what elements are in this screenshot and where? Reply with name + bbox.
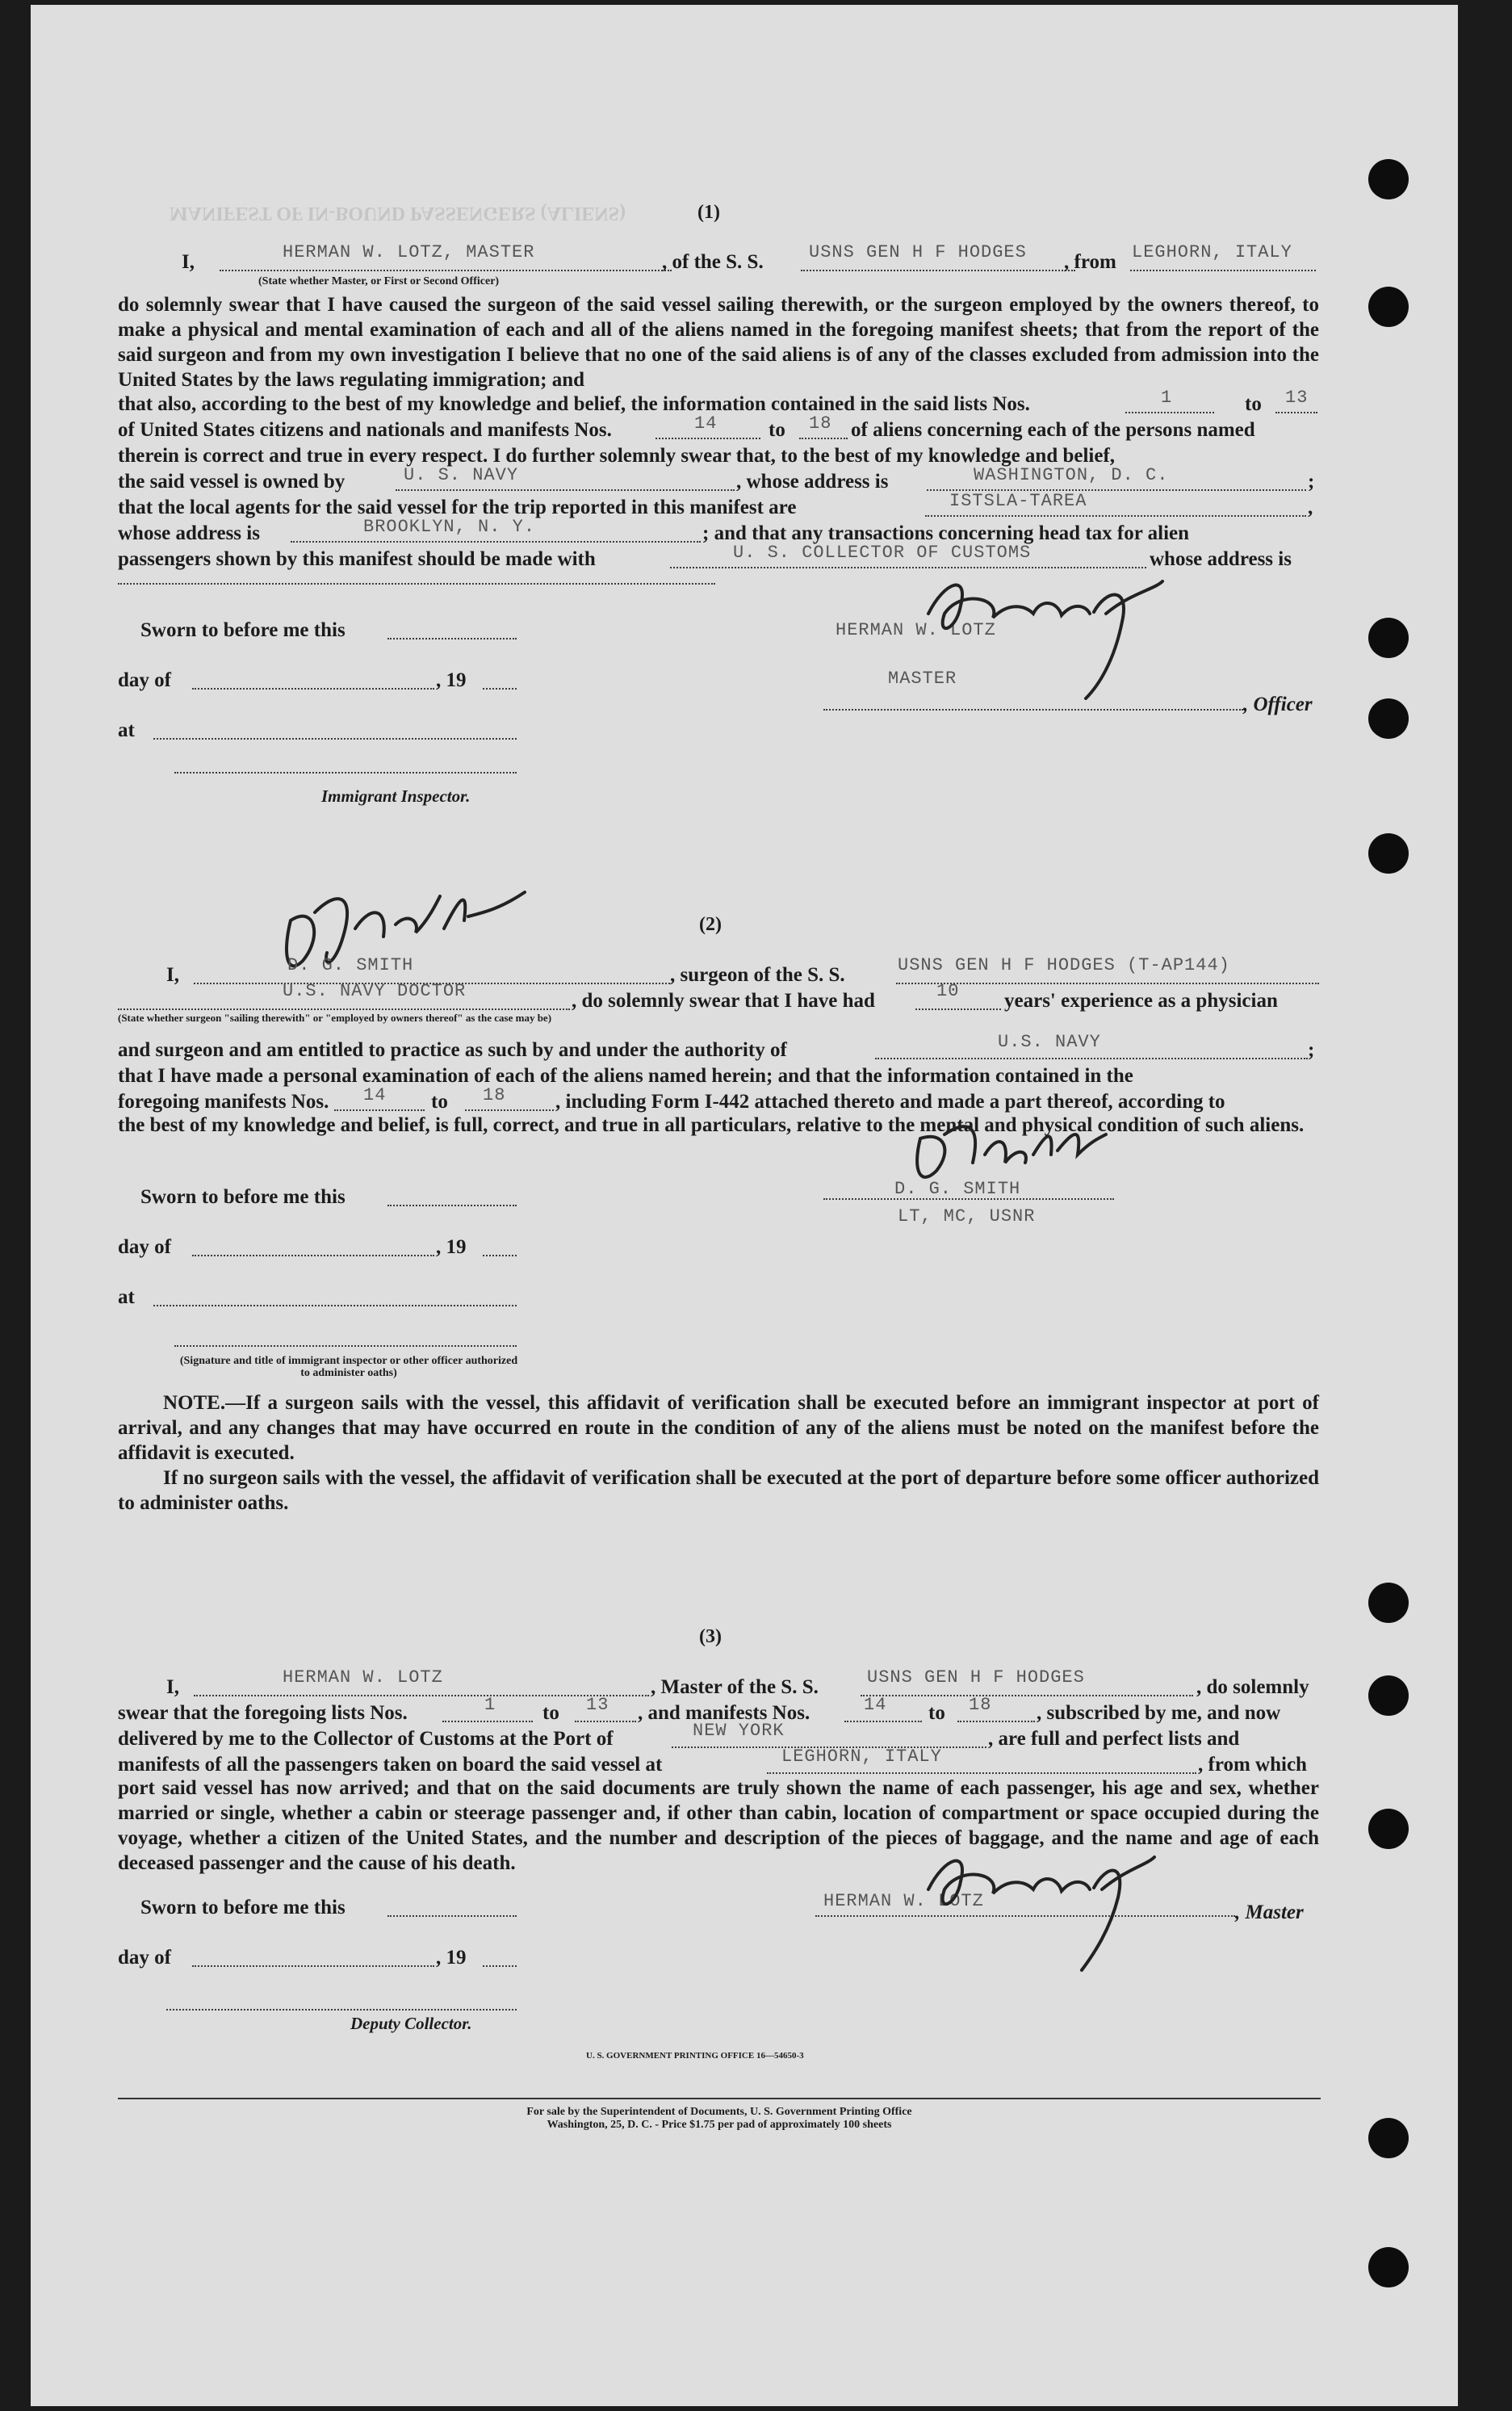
manifests-from-field: 14 xyxy=(363,1085,387,1105)
label-from: , from xyxy=(1064,251,1116,273)
blank-line xyxy=(823,709,1243,711)
text-line: of aliens concerning each of the persons named xyxy=(851,419,1255,441)
text-line: , Master of the S. S. xyxy=(651,1676,819,1698)
lists-from-field: 1 xyxy=(484,1695,496,1715)
oath-paragraph: the best of my knowledge and belief, is full, correct, and true in all particulars, relative to the mental and physical condition of such aliens. xyxy=(118,1114,1305,1136)
text-line: that also, according to the best of my knowledge and belief, the information contained in the said lists Nos. xyxy=(118,393,1030,415)
immigrant-inspector-label: Immigrant Inspector. xyxy=(321,786,471,806)
oath-paragraph: port said vessel has now arrived; and that on the said documents are truly shown the name of each passenger, his age and sex, whether married or single, whether a cabin or steerage passenger and, if other than cabin, location of compartment or space occupied during the voyage, whether a citizen of the United States, and the number and description of the pieces of baggage, and the name and age of each deceased passenger and the cause of his death. xyxy=(118,1777,1319,1874)
text-line: , whose address is xyxy=(736,471,889,493)
owner-field: U. S. NAVY xyxy=(404,465,519,485)
text-line: , including Form I-442 attached thereto and made a part thereof, according to xyxy=(555,1091,1225,1113)
text-line: , subscribed by me, and now xyxy=(1037,1702,1281,1724)
year-label: , 19 xyxy=(436,1947,467,1969)
years-field: 10 xyxy=(936,981,960,1001)
day-of-label: day of xyxy=(118,1947,171,1969)
blank-line xyxy=(1125,412,1214,413)
label-to: to xyxy=(1245,393,1262,415)
lists-to-field: 13 xyxy=(1285,388,1309,408)
blank-line xyxy=(118,1008,570,1010)
blank-line xyxy=(387,1915,517,1917)
surgeon-role-field: U.S. NAVY DOCTOR xyxy=(283,981,467,1001)
departure-port-field: LEGHORN, ITALY xyxy=(781,1746,942,1767)
blank-line xyxy=(767,1772,1196,1774)
blank-line xyxy=(291,541,701,543)
label-i: I, xyxy=(166,964,179,986)
text-line: , and manifests Nos. xyxy=(638,1702,810,1724)
manifests-from-field: 14 xyxy=(864,1695,887,1715)
departure-port-field: LEGHORN, ITALY xyxy=(1132,242,1292,262)
text-line: and surgeon and am entitled to practice as such by and under the authority of xyxy=(118,1039,787,1061)
lists-from-field: 1 xyxy=(1161,388,1173,408)
blank-line xyxy=(844,1721,922,1722)
blank-line xyxy=(483,1965,517,1967)
agent-address-field: BROOKLYN, N. Y. xyxy=(363,517,536,537)
year-label: , 19 xyxy=(436,1236,467,1258)
authority-field: U.S. NAVY xyxy=(998,1032,1101,1052)
note-paragraph: NOTE.—If a surgeon sails with the vessel, this affidavit of verification shall be executed before an immigrant inspector at port of arrival, and any changes that may have occurred en route in the condition of any of the aliens must be noted on the manifest before the affidavit is executed. xyxy=(118,1392,1319,1464)
label-to: to xyxy=(769,419,785,441)
blank-line xyxy=(823,1198,1114,1200)
manifests-to-field: 18 xyxy=(969,1695,992,1715)
blank-line xyxy=(118,583,715,585)
section-number: (1) xyxy=(697,202,720,223)
blank-line xyxy=(483,1255,517,1256)
signed-title: MASTER xyxy=(888,669,957,689)
blank-line xyxy=(465,1109,554,1111)
label-i: I, xyxy=(166,1676,179,1698)
manifests-to-field: 18 xyxy=(483,1085,506,1105)
officer-label: , Officer xyxy=(1243,694,1313,715)
sworn-label: Sworn to before me this xyxy=(140,1186,346,1208)
label-to: to xyxy=(542,1702,559,1724)
lists-to-field: 13 xyxy=(586,1695,609,1715)
text-line: whose address is xyxy=(118,522,260,544)
text-line: years' experience as a physician xyxy=(1004,990,1278,1012)
port-field: NEW YORK xyxy=(693,1721,785,1741)
blank-line xyxy=(194,1695,649,1696)
state-note: (State whether Master, or First or Second Officer) xyxy=(258,275,500,287)
signature-note: (Signature and title of immigrant inspector or other officer authorized to administer oaths) xyxy=(179,1355,518,1380)
owner-address-field: WASHINGTON, D. C. xyxy=(974,465,1169,485)
sworn-label: Sworn to before me this xyxy=(140,619,346,641)
blank-line xyxy=(387,638,517,639)
text-line: delivered by me to the Collector of Customs at the Port of xyxy=(118,1728,614,1750)
vessel-name-field: USNS GEN H F HODGES xyxy=(809,242,1027,262)
label-to: to xyxy=(431,1091,448,1113)
bleed-through-text: MANIFEST OF IN-BOUND PASSENGERS (ALIENS) xyxy=(170,203,626,224)
master-label: , Master xyxy=(1235,1902,1304,1923)
day-of-label: day of xyxy=(118,669,171,691)
manifests-to-field: 18 xyxy=(809,413,832,434)
collector-field: U. S. COLLECTOR OF CUSTOMS xyxy=(733,543,1032,563)
year-label: , 19 xyxy=(436,669,467,691)
text-line: manifests of all the passengers taken on board the said vessel at xyxy=(118,1754,663,1776)
section-number: (2) xyxy=(699,914,722,935)
sale-line-2: Washington, 25, D. C. - Price $1.75 per pad of approximately 100 sheets xyxy=(547,2119,892,2131)
blank-line xyxy=(815,1915,1235,1917)
punctuation: , xyxy=(1308,497,1313,518)
blank-line xyxy=(153,738,517,740)
label-to: to xyxy=(928,1702,945,1724)
blank-line xyxy=(220,270,672,271)
blank-line xyxy=(192,688,434,690)
text-line: foregoing manifests Nos. xyxy=(118,1091,329,1113)
master-name-field: HERMAN W. LOTZ, MASTER xyxy=(283,242,535,262)
oath-paragraph: do solemnly swear that I have caused the surgeon of the said vessel sailing therewith, or the surgeon employed by the owners thereof, to make a physical and mental examination of each and all of the aliens named in the foregoing manifest sheets; that from the report of the said surgeon and from my own investigation I believe that no one of the said aliens is of any of the classes excluded from admission into the United States by the laws regulating immigration; and xyxy=(118,294,1319,391)
text-line: , do solemnly xyxy=(1196,1676,1309,1698)
day-of-label: day of xyxy=(118,1236,171,1258)
text-line: of United States citizens and nationals and manifests Nos. xyxy=(118,419,612,441)
text-line: , surgeon of the S. S. xyxy=(670,964,845,986)
blank-line xyxy=(957,1721,1035,1722)
blank-line xyxy=(925,515,1306,517)
text-line: swear that the foregoing lists Nos. xyxy=(118,1702,408,1724)
blank-line xyxy=(801,270,1075,271)
signed-title: LT, MC, USNR xyxy=(898,1206,1036,1226)
blank-line xyxy=(799,438,848,439)
blank-line xyxy=(166,2009,517,2011)
at-label: at xyxy=(118,719,135,741)
text-line: therein is correct and true in every respect. I do further solemnly swear that, to the best of my knowledge and belief, xyxy=(118,445,1116,467)
surgeon-name-field: D. G. SMITH xyxy=(287,955,414,975)
blank-line xyxy=(575,1721,636,1722)
blank-line xyxy=(655,438,760,439)
master-name-field: HERMAN W. LOTZ xyxy=(283,1667,443,1688)
signed-name: HERMAN W. LOTZ xyxy=(836,620,996,640)
manifests-from-field: 14 xyxy=(694,413,718,434)
text-line: , do solemnly swear that I have had xyxy=(572,990,875,1012)
vessel-name-field: USNS GEN H F HODGES (T-AP144) xyxy=(898,955,1230,975)
blank-line xyxy=(1130,270,1316,271)
text-line: passengers shown by this manifest should be made with xyxy=(118,548,596,570)
blank-line xyxy=(896,983,1319,984)
sworn-label: Sworn to before me this xyxy=(140,1897,346,1918)
punctuation: ; xyxy=(1308,1039,1315,1061)
signed-name: D. G. SMITH xyxy=(894,1179,1021,1199)
blank-line xyxy=(861,1695,1193,1696)
text-line: that the local agents for the said vessel for the trip reported in this manifest are xyxy=(118,497,797,518)
vessel-name-field: USNS GEN H F HODGES xyxy=(867,1667,1085,1688)
text-line: , are full and perfect lists and xyxy=(988,1728,1240,1750)
signed-name: HERMAN W. LOTZ xyxy=(823,1891,984,1911)
label-of-ss: , of the S. S. xyxy=(662,251,764,273)
label-i: I, xyxy=(182,251,195,273)
section-number: (3) xyxy=(699,1626,722,1647)
blank-line xyxy=(334,1109,425,1111)
blank-line xyxy=(670,567,1146,568)
gpo-imprint: U. S. GOVERNMENT PRINTING OFFICE 16—54650-3 xyxy=(586,2051,804,2061)
text-line: ; and that any transactions concerning head tax for alien xyxy=(702,522,1190,544)
footer-rule xyxy=(118,2098,1321,2099)
blank-line xyxy=(915,1008,1001,1010)
blank-line xyxy=(483,688,517,690)
blank-line xyxy=(153,1305,517,1306)
blank-line xyxy=(174,772,517,774)
blank-line xyxy=(442,1721,533,1722)
agents-field: ISTSLA-TAREA xyxy=(949,491,1087,511)
blank-line xyxy=(192,1255,434,1256)
text-line: that I have made a personal examination of each of the aliens named herein; and that the information contained in the xyxy=(118,1065,1133,1087)
text-line: whose address is xyxy=(1150,548,1292,570)
blank-line xyxy=(192,1965,434,1967)
state-note: (State whether surgeon "sailing therewith" or "employed by owners thereof" as the case may be) xyxy=(118,1012,552,1024)
blank-line xyxy=(875,1058,1308,1059)
deputy-collector-label: Deputy Collector. xyxy=(350,2014,472,2033)
blank-line xyxy=(174,1345,517,1347)
at-label: at xyxy=(118,1286,135,1308)
text-line: the said vessel is owned by xyxy=(118,471,346,493)
blank-line xyxy=(1275,412,1317,413)
punctuation: ; xyxy=(1308,471,1315,493)
blank-line xyxy=(396,489,735,491)
blank-line xyxy=(387,1205,517,1206)
text-line: , from which xyxy=(1198,1754,1307,1776)
sale-line-1: For sale by the Superintendent of Documents, U. S. Government Printing Office xyxy=(526,2106,912,2118)
note-paragraph: If no surgeon sails with the vessel, the affidavit of verification shall be executed at the port of departure before some officer authorized to administer oaths. xyxy=(118,1467,1319,1514)
